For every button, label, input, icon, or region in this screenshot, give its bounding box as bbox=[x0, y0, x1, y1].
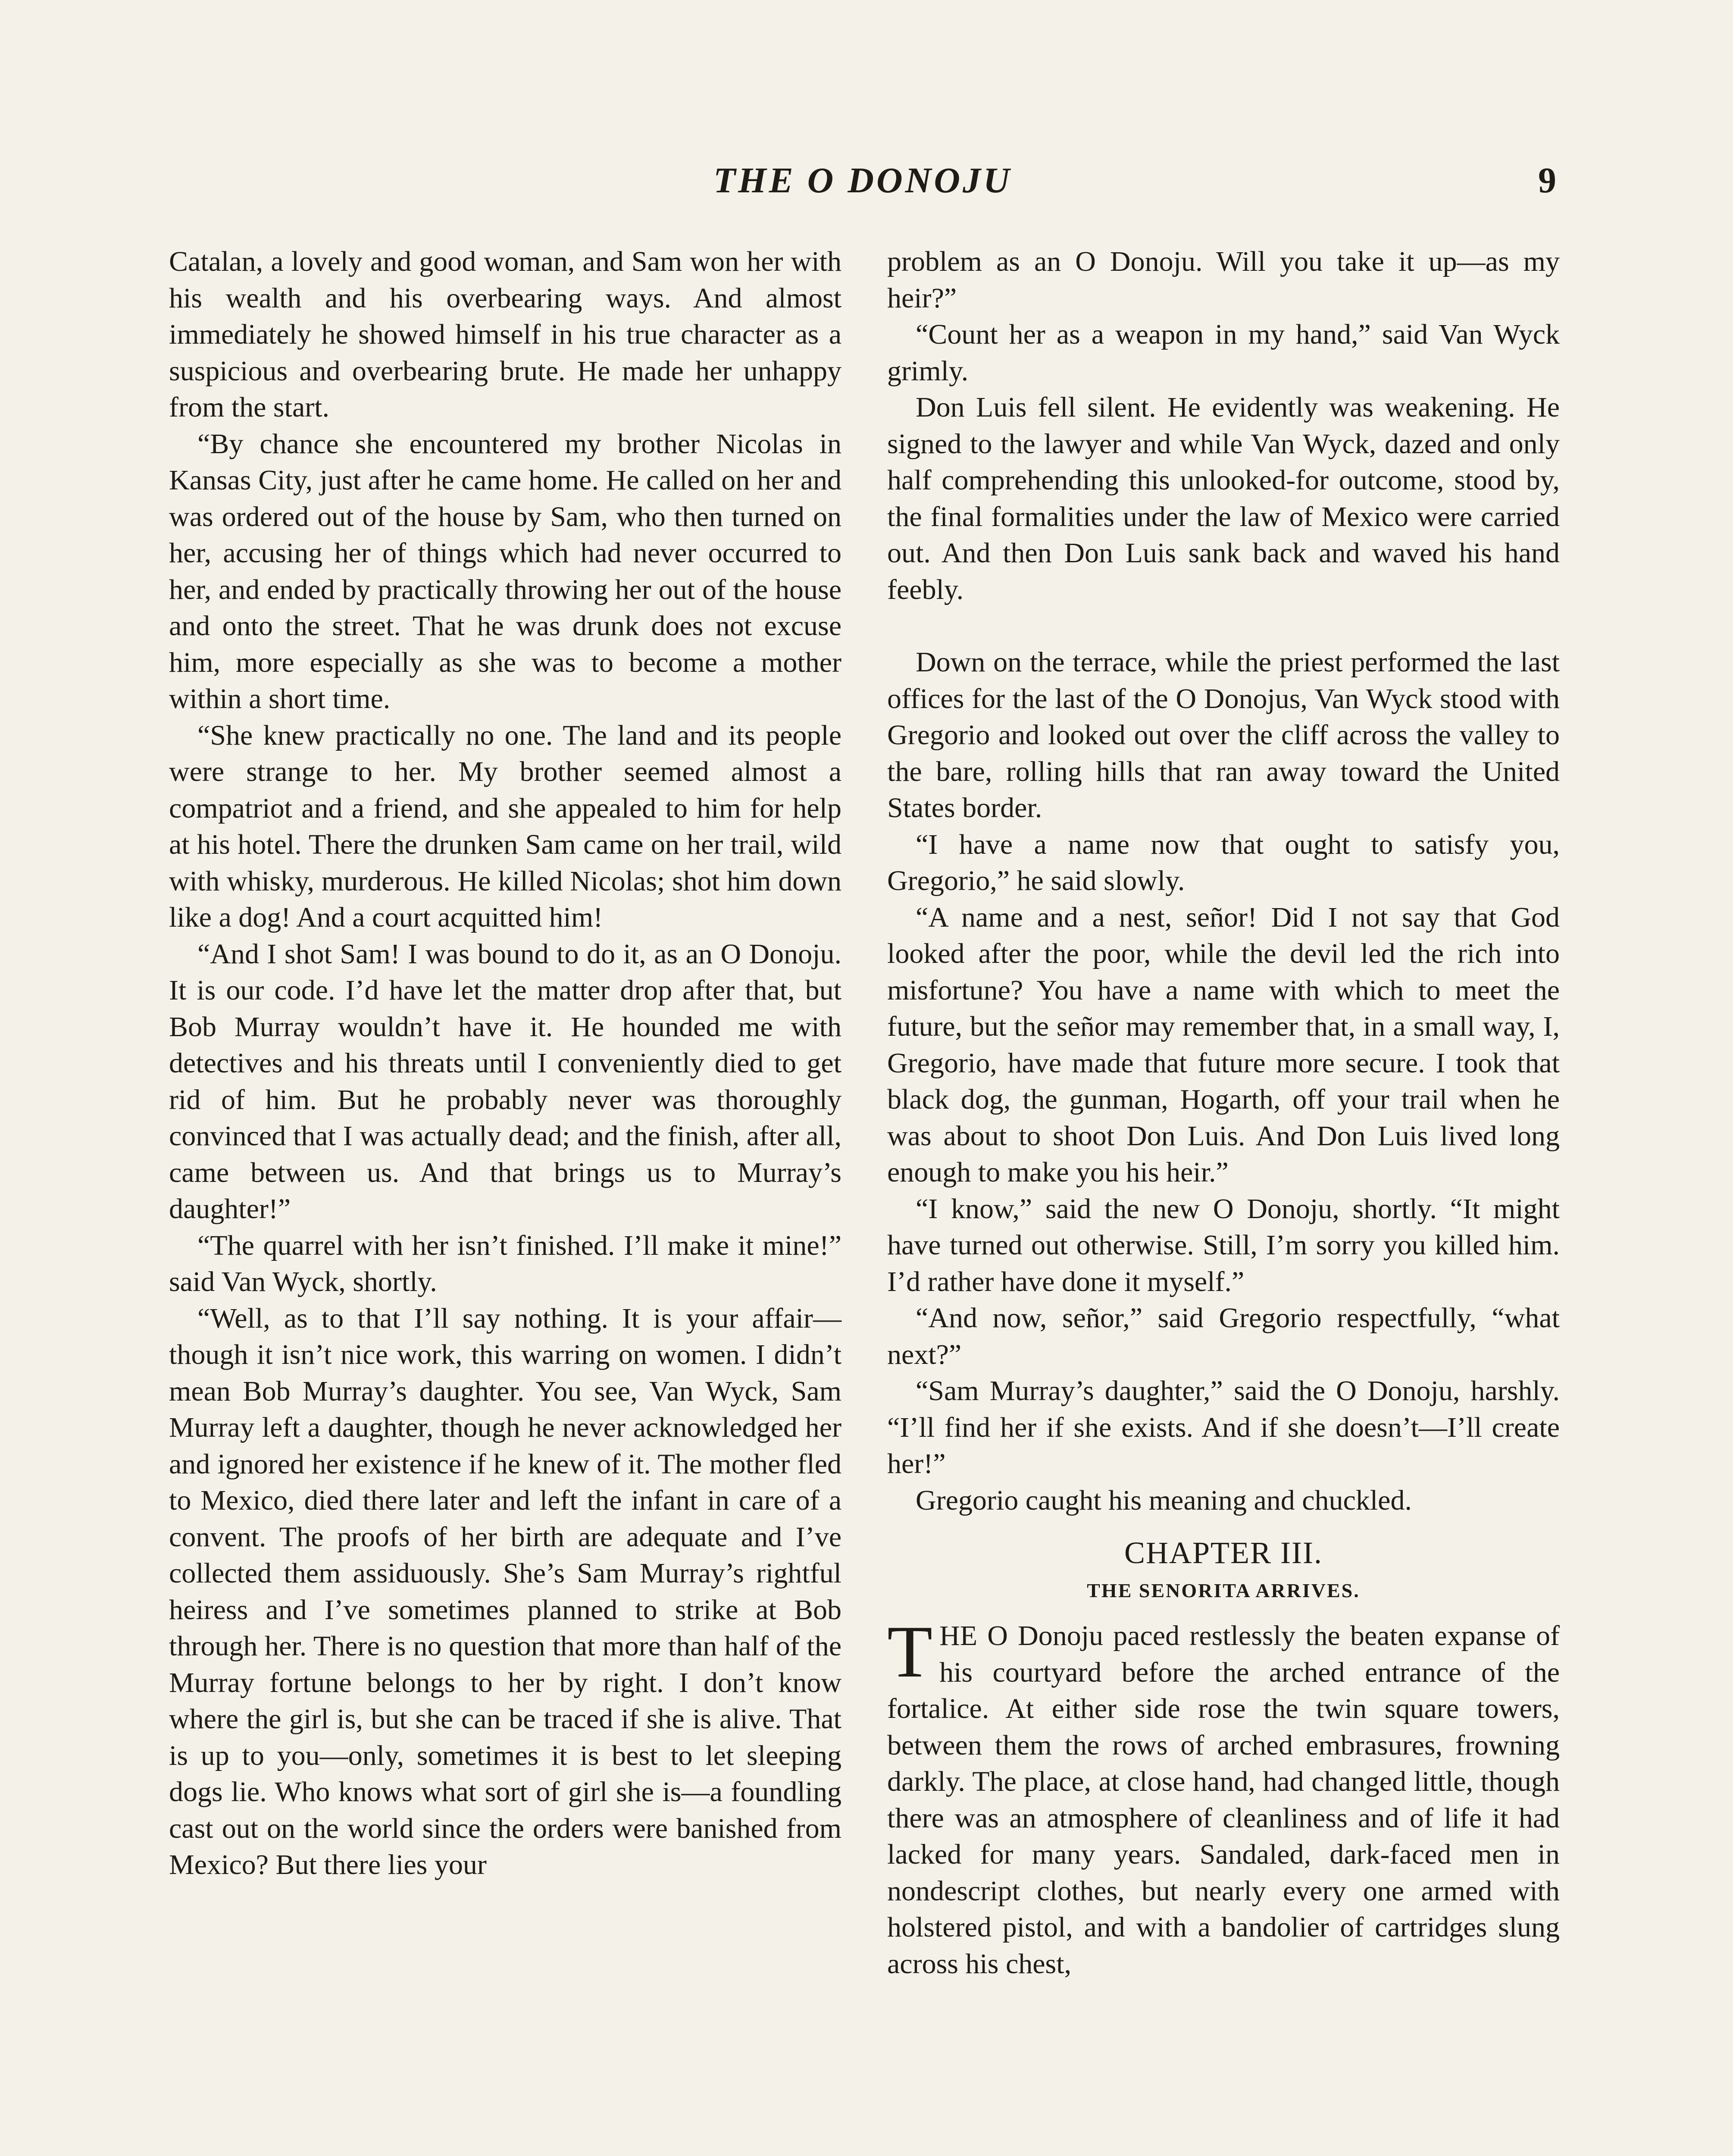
paragraph: “And I shot Sam! I was bound to do it, as an O Donoju. It is our code. I’d have let the matter drop after that, but Bob Murray wouldn’t have it. He hounded me with detectives and his threats until I conveniently died to get rid of him. But he probably never was thoroughly convinced that I was actually dead; and the finish, after all, came between us. And that brings us to Murray’s daughter!” bbox=[169, 938, 841, 1225]
page-number: 9 bbox=[1538, 160, 1556, 201]
paragraph: “A name and a nest, señor! Did I not say that God looked after the poor, while the devil led the rich into misfortune? You have a name with which to meet the future, but the señor may remember that, in a small way, I, Gregorio, have made that future more secure. I took that black dog, the gunman, Hogarth, off your trail when he was about to shoot Don Luis. And Don Luis lived long enough to make you his heir.” bbox=[887, 901, 1560, 1188]
paragraph: Down on the terrace, while the priest performed the last offices for the last of the O Donojus, Van Wyck stood with Gregorio and looked out over the cliff across the valley to the bare, rolling hills that ran away toward the United States border. bbox=[887, 646, 1560, 824]
right-column-middle bbox=[887, 644, 1560, 1519]
paragraph: “By chance she encountered my brother Nicolas in Kansas City, just after he came home. He called on her and was ordered out of the house by Sam, who then turned on her, accusing her of things which had never occurred to her, and ended by practically throwing her out of the house and onto the street. That he was drunk does not excuse him, more especially as she was to become a mother within a short time. bbox=[169, 428, 841, 714]
paragraph: “I have a name now that ought to satisfy you, Gregorio,” he said slowly. bbox=[887, 828, 1560, 896]
paragraph: “Well, as to that I’ll say nothing. It is your affair—though it isn’t nice work, this warring on women. I didn’t mean Bob Murray’s daughter. You see, Van Wyck, Sam Murray left a daughter, though he never acknowledged her and ignored her existence if he knew of it. The mother fled to Mexico, died there later and left the infant in care of a convent. The proofs of her birth are adequate and I’ve collected them assiduously. She’s Sam Murray’s rightful heiress and I’ve sometimes planned to strike at Bob through her. There is no question that more than half of the Murray fortune belongs to her by right. I don’t know where the girl is, but she can be traced if she is alive. That is up to you—only, sometimes it is best to let sleeping dogs lie. Who knows what sort of girl she is—a foundling cast out on the world since the orders were banished from Mexico? But there lies your bbox=[169, 1302, 841, 1880]
paragraph: “The quarrel with her isn’t finished. I’ll make it mine!” said Van Wyck, shortly. bbox=[169, 1229, 841, 1297]
paragraph: “She knew practically no one. The land and its people were strange to her. My brother seemed almost a compatriot and a friend, and she appealed to him for help at his hotel. There the drunken Sam came on her trail, wild with whisky, murderous. He killed Nicolas; shot him down like a dog! And a court acquitted him! bbox=[169, 719, 841, 933]
chapter-opening-text: HE O Donoju paced restlessly the beaten expanse of his courtyard before the arched entrance of the fortalice. At either side rose the twin square towers, between them the rows of arched embrasures, frowning darkly. The place, at close hand, had changed little, though there was an atmosphere of cleanliness and of life it had lacked for many years. Sandaled, dark-faced men in nondescript clothes, but nearly every one armed with holstered pistol, and with a bandolier of cartridges slung across his chest, bbox=[887, 1620, 1560, 1980]
running-title: THE O DONOJU bbox=[713, 160, 1012, 201]
paragraph: “And now, señor,” said Gregorio respectfully, “what next?” bbox=[887, 1302, 1560, 1370]
drop-cap: T bbox=[887, 1611, 933, 1693]
paragraph: problem as an O Donoju. Will you take it up—as my heir?” bbox=[887, 246, 1560, 314]
chapter-opening-paragraph bbox=[887, 1611, 1560, 1982]
chapter-subtitle: THE SENORITA ARRIVES. bbox=[1087, 1579, 1360, 1601]
right-column bbox=[887, 244, 1560, 1982]
section-break bbox=[887, 608, 1560, 644]
paragraph: Catalan, a lovely and good woman, and Sam won her with his wealth and his overbearing ways. And almost immediately he showed himself in his true character as a suspicious and overbearing brute. He made her unhappy from the start. bbox=[169, 246, 841, 423]
paragraph: Don Luis fell silent. He evidently was weakening. He signed to the lawyer and while Van Wyck, dazed and only half comprehending this unlooked-for outcome, stood by, the final formalities under the law of Mexico were carried out. And then Don Luis sank back and waved his hand feebly. bbox=[887, 392, 1560, 605]
paragraph: Gregorio caught his meaning and chuckled. bbox=[916, 1484, 1412, 1516]
right-column-top bbox=[887, 244, 1560, 608]
paragraph: “I know,” said the new O Donoju, shortly. “It might have turned out otherwise. Still, I’m sorry you killed him. I’d rather have done it myself.” bbox=[887, 1193, 1560, 1297]
paragraph: “Count her as a weapon in my hand,” said Van Wyck grimly. bbox=[887, 319, 1560, 387]
chapter-title: CHAPTER III. bbox=[1124, 1536, 1323, 1570]
paragraph: “Sam Murray’s daughter,” said the O Donoju, harshly. “I’ll find her if she exists. And if she doesn’t—I’ll create her!” bbox=[887, 1375, 1560, 1479]
left-column bbox=[169, 244, 841, 1883]
